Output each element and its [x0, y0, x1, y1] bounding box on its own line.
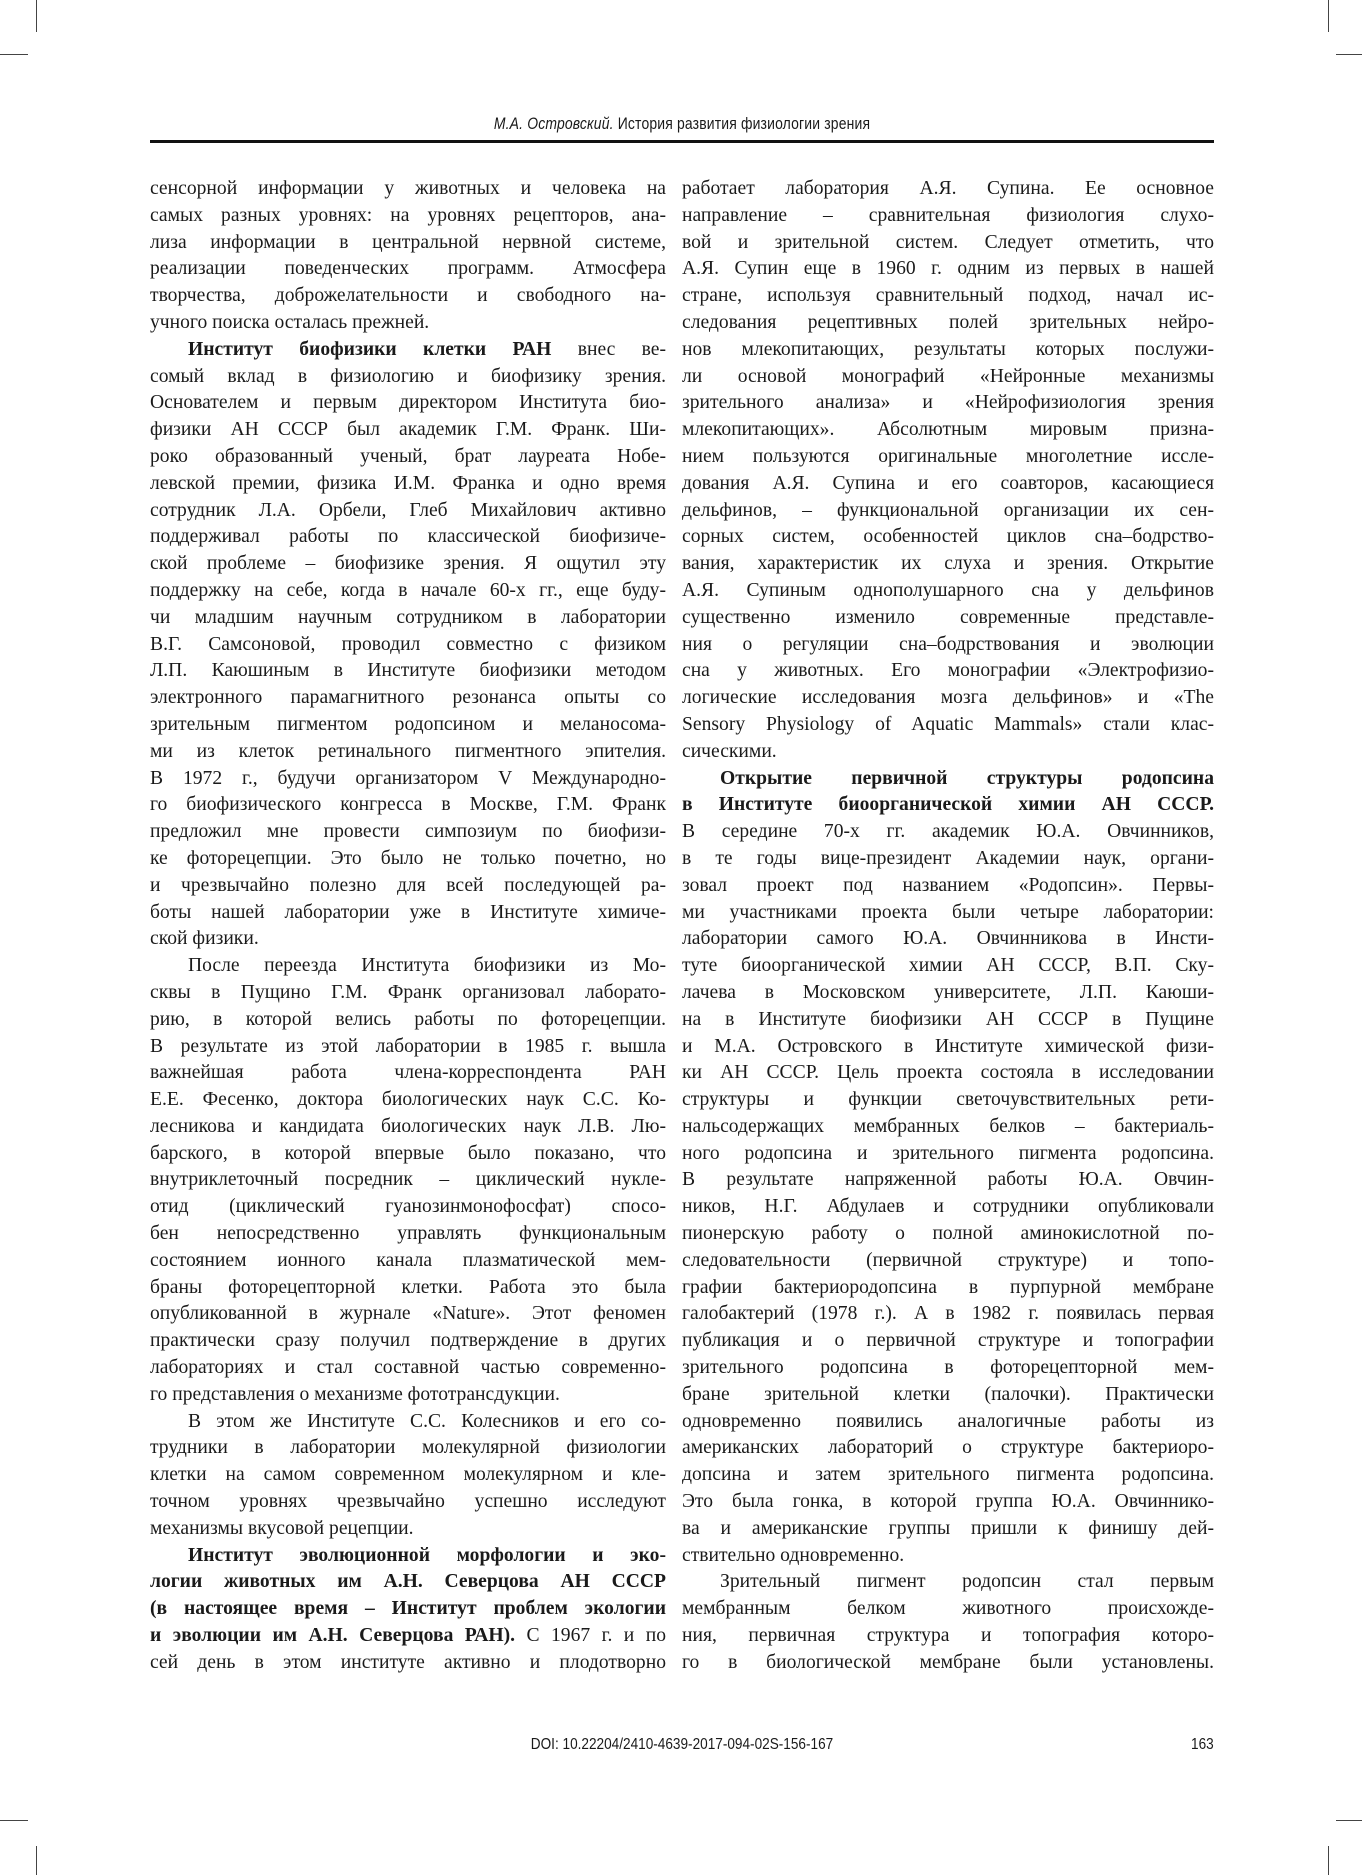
text-line [682, 1301, 1214, 1328]
body-text: Л.П. Каюшиным в Институте биофизики методом [150, 660, 666, 682]
body-text: После переезда Института биофизики из Мо- [188, 955, 666, 977]
body-text: предложил мне провести симпозиум по биофизи- [150, 821, 666, 843]
text-line [682, 1221, 1214, 1248]
body-text: Основателем и первым директором Института био- [150, 392, 666, 414]
crop-mark [1336, 1820, 1362, 1821]
text-line [682, 1543, 1214, 1570]
text-line [682, 1489, 1214, 1516]
body-text: ва и американские группы пришли к финишу дей- [682, 1517, 1214, 1539]
body-text: сенсорной информации у животных и человека на [150, 178, 666, 199]
text-line [150, 578, 666, 605]
body-text: следовательности (первичной структуре) и топо- [682, 1249, 1214, 1271]
text-line [682, 1141, 1214, 1168]
body-text: следования рецептивных полей зрительных нейро- [682, 311, 1214, 333]
text-line [150, 176, 666, 203]
column-left [150, 176, 666, 1677]
text-line [682, 1355, 1214, 1382]
text-line [150, 980, 666, 1007]
text-line [682, 1650, 1214, 1677]
body-text: внутриклеточный посредник – циклический нукле- [150, 1169, 666, 1191]
text-line [682, 310, 1214, 337]
bold-heading-text: и эволюции им А.Н. Северцова РАН). [150, 1625, 516, 1647]
running-header [246, 114, 1118, 134]
body-text: роко образованный ученый, брат лауреата Нобе- [150, 445, 666, 467]
body-text: нальсодержащих мембранных белков – бактериаль- [682, 1115, 1214, 1137]
text-line [682, 256, 1214, 283]
text-line [150, 1623, 666, 1650]
body-text: точном уровнях чрезвычайно успешно исследуют [150, 1491, 666, 1513]
body-text: Зрительный пигмент родопсин стал первым [720, 1571, 1214, 1593]
body-text: практически сразу получил подтверждение в других [150, 1330, 666, 1352]
crop-mark [0, 1820, 28, 1821]
crop-mark [36, 1846, 37, 1875]
body-text: ния о регуляции сна–бодрствования и эволюции [682, 633, 1214, 655]
body-text: и чрезвычайно полезно для всей последующей ра- [150, 874, 666, 896]
text-line [682, 926, 1214, 953]
body-text: ке фоторецепции. Это было не только почетно, но [150, 847, 666, 869]
body-text: дельфинов, – функциональной организации их сен- [682, 499, 1214, 521]
text-line [150, 792, 666, 819]
text-line [150, 1328, 666, 1355]
body-text: зрительного анализа» и «Нейрофизиология зрения [682, 392, 1214, 414]
text-line [150, 390, 666, 417]
text-line [150, 256, 666, 283]
text-line [150, 1248, 666, 1275]
body-text: лаборатории самого Ю.А. Овчинникова в Инсти- [682, 928, 1214, 950]
body-text: галобактерий (1978 г.). А в 1982 г. появилась первая [682, 1303, 1214, 1325]
body-text: вой и зрительной систем. Следует отметить, что [682, 231, 1214, 253]
body-text: творчества, доброжелательности и свободного на- [150, 285, 666, 307]
header-title: История развития физиологии зрения [617, 114, 871, 133]
text-line [682, 417, 1214, 444]
body-text: поддерживал работы по классической биофизиче- [150, 526, 666, 548]
body-text: лачева в Московском университете, Л.П. Каюши- [682, 981, 1214, 1003]
text-line [150, 1543, 666, 1570]
text-line [682, 605, 1214, 632]
body-text: боты нашей лаборатории уже в Институте химиче- [150, 901, 666, 923]
text-line [682, 685, 1214, 712]
text-line [682, 1275, 1214, 1302]
text-line [682, 444, 1214, 471]
bold-heading-text: Институт эволюционной морфологии и эко- [188, 1544, 666, 1566]
text-line [682, 819, 1214, 846]
body-text: лиза информации в центральной нервной системе, [150, 231, 666, 253]
bold-heading-text: (в настоящее время – Институт проблем экологии [150, 1598, 666, 1620]
body-text: сорных систем, особенностей циклов сна–бодрство- [682, 526, 1214, 548]
text-line [150, 605, 666, 632]
body-text: ми участниками проекта были четыре лаборатории: [682, 901, 1214, 923]
text-line [150, 1489, 666, 1516]
body-text: клетки на самом современном молекулярном и кле- [150, 1464, 666, 1486]
crop-mark [1328, 0, 1329, 32]
text-line [682, 1114, 1214, 1141]
text-line [682, 1516, 1214, 1543]
text-line [682, 739, 1214, 766]
bold-heading-text: логии животных им А.Н. Северцова АН СССР [150, 1571, 666, 1593]
text-line [150, 953, 666, 980]
body-text: го в биологической мембране были установлены. [682, 1651, 1214, 1673]
body-text: левской премии, физика И.М. Франка и одно время [150, 472, 666, 494]
body-text: нов млекопитающих, результаты которых послужи- [682, 338, 1214, 360]
body-text: сей день в этом институте активно и плодотворно [150, 1651, 666, 1673]
text-line [150, 471, 666, 498]
body-text: ской проблеме – биофизике зрения. Я ощутил эту [150, 553, 666, 575]
text-line [682, 283, 1214, 310]
text-line [150, 1275, 666, 1302]
body-text: сна у животных. Его монографии «Электрофизио- [682, 660, 1214, 682]
bold-heading-text: в Институте биоорганической химии АН СССР. [682, 794, 1214, 816]
text-line [150, 819, 666, 846]
body-text: сквы в Пущино Г.М. Франк организовал лаборато- [150, 981, 666, 1003]
body-text: работает лаборатория А.Я. Супина. Ее основное [682, 178, 1214, 199]
text-line [150, 900, 666, 927]
body-text: лабораториях и стал составной частью современно- [150, 1357, 666, 1379]
text-line [682, 364, 1214, 391]
text-line [682, 1248, 1214, 1275]
body-text: нием пользуются оригинальные многолетние иссле- [682, 445, 1214, 467]
text-line [150, 498, 666, 525]
body-text: бен непосредственно управлять функциональным [150, 1223, 666, 1245]
text-line [682, 1328, 1214, 1355]
text-line [682, 203, 1214, 230]
body-text: графии бактериородопсина в пурпурной мембране [682, 1276, 1214, 1298]
text-line [150, 1007, 666, 1034]
text-line [150, 1435, 666, 1462]
text-line [150, 283, 666, 310]
body-text: В.Г. Самсоновой, проводил совместно с физиком [150, 633, 666, 655]
text-line [150, 337, 666, 364]
text-line [150, 524, 666, 551]
text-line [682, 766, 1214, 793]
crop-mark [1336, 54, 1362, 55]
text-line [150, 658, 666, 685]
text-line [150, 685, 666, 712]
text-line [150, 1382, 666, 1409]
body-text: опубликованной в журнале «Nature». Этот феномен [150, 1303, 666, 1325]
text-line [150, 926, 666, 953]
body-text: публикация и о первичной структуре и топографии [682, 1330, 1214, 1352]
body-text: американских лабораторий о структуре бактериоро- [682, 1437, 1214, 1459]
body-text: лесникова и кандидата биологических наук Л.В. Лю- [150, 1115, 666, 1137]
text-line [682, 1409, 1214, 1436]
body-text: В этом же Институте С.С. Колесников и его со- [188, 1410, 666, 1432]
body-text: важнейшая работа члена-корреспондента РАН [150, 1062, 666, 1084]
body-text: В результате из этой лаборатории в 1985 г. вышла [150, 1035, 666, 1057]
body-text: направление – сравнительная физиология слухо- [682, 204, 1214, 226]
crop-mark [36, 0, 37, 32]
body-text: сотрудник Л.А. Орбели, Глеб Михайлович активно [150, 499, 666, 521]
text-line [682, 390, 1214, 417]
body-text: и М.А. Островского в Институте химической физи- [682, 1035, 1214, 1057]
body-text: дования А.Я. Супина и его соавторов, касающиеся [682, 472, 1214, 494]
body-text: млекопитающих». Абсолютным мировым призна- [682, 419, 1214, 441]
text-line [150, 1516, 666, 1543]
text-line [150, 1060, 666, 1087]
header-author: М.А. Островский. [493, 114, 614, 133]
text-line [682, 524, 1214, 551]
header-rule [150, 140, 1214, 143]
body-text: зрительным пигментом родопсином и меланосома- [150, 713, 666, 735]
text-line [682, 1623, 1214, 1650]
text-line [682, 873, 1214, 900]
body-text: электронного парамагнитного резонанса опыты со [150, 687, 666, 709]
body-text: структуры и функции светочувствительных рети- [682, 1089, 1214, 1111]
page-number: 163 [1191, 1736, 1214, 1753]
body-text: отид (циклический гуанозинмонофосфат) спосо- [150, 1196, 666, 1218]
text-line [682, 846, 1214, 873]
body-text: рию, в которой велись работы по фоторецепции. [150, 1008, 666, 1030]
body-text: зовал проект под названием «Родопсин». Первы- [682, 874, 1214, 896]
text-line [682, 1569, 1214, 1596]
text-line [150, 1167, 666, 1194]
bold-heading-text: Открытие первичной структуры родопсина [720, 767, 1214, 789]
text-line [150, 1141, 666, 1168]
text-line [682, 1596, 1214, 1623]
text-line [150, 1301, 666, 1328]
text-line [682, 1034, 1214, 1061]
body-text: туте биоорганической химии АН СССР, В.П. Ску- [682, 955, 1214, 977]
body-text: ми из клеток ретинального пигментного эпителия. [150, 740, 666, 762]
body-text: ния, первичная структура и топография которо- [682, 1625, 1214, 1647]
text-line [150, 712, 666, 739]
text-line [150, 846, 666, 873]
text-line [682, 337, 1214, 364]
body-text: логические исследования мозга дельфинов» и «The [682, 687, 1214, 709]
text-line [682, 712, 1214, 739]
text-line [150, 1087, 666, 1114]
body-text: внес ве- [551, 338, 666, 360]
text-line [150, 310, 666, 337]
text-line [682, 900, 1214, 927]
body-text: существенно изменило современные представле- [682, 606, 1214, 628]
body-text: А.Я. Супиным однополушарного сна у дельфинов [682, 579, 1214, 601]
body-text: В середине 70-х гг. академик Ю.А. Овчинников, [682, 821, 1214, 843]
body-text: С 1967 г. и по [515, 1625, 666, 1647]
text-line [150, 444, 666, 471]
body-text: механизмы вкусовой рецепции. [150, 1517, 414, 1539]
text-line [150, 1114, 666, 1141]
body-text: самых разных уровнях: на уровнях рецепторов, ана- [150, 204, 666, 226]
body-text: реализации поведенческих программ. Атмосфера [150, 258, 666, 280]
text-line [682, 792, 1214, 819]
body-text: учного поиска осталась прежней. [150, 311, 430, 333]
text-line [150, 1221, 666, 1248]
bold-heading-text: Институт биофизики клетки РАН [188, 338, 552, 360]
text-line [682, 551, 1214, 578]
text-line [150, 230, 666, 257]
text-line [682, 1167, 1214, 1194]
body-text: ки АН СССР. Цель проекта состояла в исследовании [682, 1062, 1214, 1084]
text-line [682, 1194, 1214, 1221]
text-line [682, 1060, 1214, 1087]
text-line [150, 739, 666, 766]
text-line [150, 1596, 666, 1623]
text-line [150, 1355, 666, 1382]
body-text: Это была гонка, в которой группа Ю.А. Овчиннико- [682, 1491, 1214, 1513]
body-text: вания, характеристик их слуха и зрения. Открытие [682, 553, 1214, 575]
body-text: допсина и затем зрительного пигмента родопсина. [682, 1464, 1214, 1486]
body-text: физики АН СССР был академик Г.М. Франк. Ши- [150, 419, 666, 441]
body-text: го биофизического конгресса в Москве, Г.М. Франк [150, 794, 666, 816]
text-line [150, 417, 666, 444]
text-line [682, 980, 1214, 1007]
body-text: на в Институте биофизики АН СССР в Пущине [682, 1008, 1214, 1030]
body-text: трудники в лаборатории молекулярной физиологии [150, 1437, 666, 1459]
text-line [150, 766, 666, 793]
body-text: В результате напряженной работы Ю.А. Овчин- [682, 1169, 1214, 1191]
text-line [682, 1007, 1214, 1034]
text-line [682, 1382, 1214, 1409]
body-text: браны фоторецепторной клетки. Работа это была [150, 1276, 666, 1298]
crop-mark [0, 54, 28, 55]
body-text: пионерскую работу о полной аминокислотной по- [682, 1223, 1214, 1245]
footer-doi: DOI: 10.22204/2410-4639-2017-094-02S-156-167 [530, 1736, 834, 1753]
body-text: чи младшим научным сотрудником в лаборатории [150, 606, 666, 628]
body-text: мембранным белком животного происхожде- [682, 1598, 1214, 1620]
body-text: барского, в которой впервые было показано, что [150, 1142, 666, 1164]
text-line [682, 1462, 1214, 1489]
crop-mark [1328, 1846, 1329, 1875]
text-line [150, 1409, 666, 1436]
body-text: ников, Н.Г. Абдулаев и сотрудники опубликовали [682, 1196, 1214, 1218]
text-line [682, 176, 1214, 203]
body-text: сомый вклад в физиологию и биофизику зрения. [150, 365, 666, 387]
text-line [682, 1087, 1214, 1114]
body-text: поддержку на себе, когда в начале 60-х гг., еще буду- [150, 579, 666, 601]
body-text: в те годы вице-президент Академии наук, органи- [682, 847, 1214, 869]
body-text: го представления о механизме фототрансдукции. [150, 1383, 560, 1405]
text-line [682, 632, 1214, 659]
text-line [150, 364, 666, 391]
body-text: ской физики. [150, 928, 259, 950]
body-text: зрительного родопсина в фоторецепторной мем- [682, 1357, 1214, 1379]
text-line [682, 498, 1214, 525]
text-line [682, 953, 1214, 980]
text-line [682, 1435, 1214, 1462]
text-line [682, 578, 1214, 605]
text-line [150, 203, 666, 230]
body-text: Е.Е. Фесенко, доктора биологических наук С.С. Ко- [150, 1089, 666, 1111]
text-line [150, 1569, 666, 1596]
body-text: бране зрительной клетки (палочки). Практически [682, 1383, 1214, 1405]
body-text: стране, используя сравнительный подход, начал ис- [682, 285, 1214, 307]
body-text: В 1972 г., будучи организатором V Международно- [150, 767, 666, 789]
column-right [682, 176, 1214, 1677]
text-line [150, 1194, 666, 1221]
body-text: Sensory Physiology of Aquatic Mammals» стали клас- [682, 713, 1214, 735]
text-line [682, 230, 1214, 257]
text-line [150, 1462, 666, 1489]
text-line [682, 658, 1214, 685]
body-text: сическими. [682, 740, 777, 762]
text-line [150, 632, 666, 659]
text-line [150, 551, 666, 578]
body-text: ли основой монографий «Нейронные механизмы [682, 365, 1214, 387]
body-text: одновременно появились аналогичные работы из [682, 1410, 1214, 1432]
text-line [150, 1650, 666, 1677]
body-text: состоянием ионного канала плазматической мем- [150, 1249, 666, 1271]
text-line [150, 873, 666, 900]
text-line [150, 1034, 666, 1061]
body-text: А.Я. Супин еще в 1960 г. одним из первых в нашей [682, 258, 1214, 280]
body-text: ного родопсина и зрительного пигмента родопсина. [682, 1142, 1214, 1164]
text-line [682, 471, 1214, 498]
body-text: ствительно одновременно. [682, 1544, 905, 1566]
